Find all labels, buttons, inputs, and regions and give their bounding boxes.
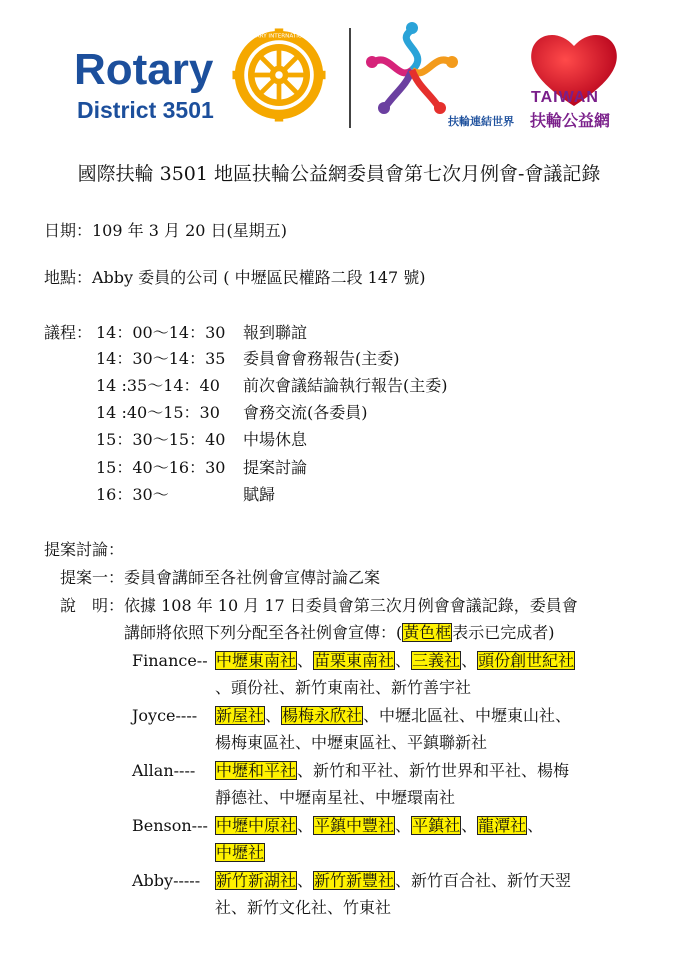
explain-line: 依據 108 年 10 月 17 日委員會第三次月例會會議記錄，委員會: [124, 596, 578, 615]
agenda-item: 會務交流(各委員): [243, 403, 368, 422]
club-completed: 中壢中原社: [216, 816, 297, 835]
club-list-finance: 中壢東南社、苗栗東南社、三義社、頭份創世紀社: [216, 651, 575, 670]
wheel-ring-text: ROTARY INTERNATIONAL: [244, 33, 314, 40]
proposal-text: 委員會講師至各社例會宣傳討論乙案: [124, 568, 381, 587]
agenda-item: 中場休息: [243, 430, 308, 449]
highlight-legend: 黃色框: [403, 623, 452, 642]
agenda-item: 提案討論: [243, 458, 308, 477]
taiwan-caption: TAIWAN: [531, 89, 599, 106]
document-title: 國際扶輪 3501 地區扶輪公益網委員會第七次月例會-會議記錄: [77, 163, 601, 185]
district-wordmark: District 3501: [77, 97, 214, 123]
agenda-item: 前次會議結論執行報告(主委): [243, 376, 448, 395]
club-completed: 中壢社: [216, 843, 265, 862]
explain-label: 說 明：: [60, 596, 125, 615]
club-completed: 平鎮中豐社: [314, 816, 395, 835]
club-completed: 苗栗東南社: [314, 651, 395, 670]
speaker-name-finance: Finance--: [132, 651, 208, 670]
agenda-time: 14：30～14：35: [96, 349, 226, 368]
agenda-time: 14：00～14：30: [96, 323, 226, 342]
speaker-name-abby: Abby-----: [132, 871, 201, 890]
club-completed: 龍潭社: [478, 816, 527, 835]
club-list-abby-cont: 社、新竹文化社、竹東社: [215, 898, 392, 917]
club-list-joyce-cont: 楊梅東區社、中壢東區社、平鎮聯新社: [215, 733, 488, 752]
net-caption: 扶輪公益網: [530, 111, 611, 130]
agenda-time: 15：30～15：40: [96, 430, 226, 449]
agenda-time: 15：40～16：30: [96, 458, 226, 477]
meeting-date: 日期：109 年 3 月 20 日(星期五): [44, 221, 287, 240]
logo-divider: [349, 28, 351, 128]
proposal-heading: 提案討論：: [44, 540, 125, 559]
club-completed: 新竹新湖社: [216, 871, 297, 890]
rotary-wordmark: Rotary: [74, 45, 214, 94]
club-completed: 中壢東南社: [216, 651, 297, 670]
agenda-time: 14 :35～14：40: [96, 376, 220, 395]
club-completed: 新竹新豐社: [314, 871, 395, 890]
agenda-item: 委員會會務報告(主委): [243, 349, 400, 368]
club-completed: 三義社: [412, 651, 461, 670]
club-list-allan-cont: 靜德社、中壢南星社、中壢環南社: [215, 788, 456, 807]
connect-caption: 扶輪連結世界: [448, 115, 514, 128]
club-list-finance-cont: 、頭份社、新竹東南社、新竹善宇社: [215, 678, 472, 697]
agenda-item: 報到聯誼: [243, 323, 308, 342]
speaker-name-allan: Allan----: [132, 761, 196, 780]
club-completed: 新屋社: [216, 706, 265, 725]
club-list-benson: 中壢中原社、平鎮中豐社、平鎮社、龍潭社、: [216, 816, 544, 835]
agenda-time: 14 :40～15：30: [96, 403, 220, 422]
rotary-wheel-logo: [232, 28, 326, 122]
agenda-label: 議程：: [44, 323, 93, 342]
speaker-name-benson: Benson---: [132, 816, 208, 835]
agenda-item: 賦歸: [243, 485, 276, 504]
rotary-connects-world-logo: [362, 22, 462, 118]
club-completed: 平鎮社: [412, 816, 461, 835]
club-completed: 中壢和平社: [216, 761, 297, 780]
club-list-allan: 中壢和平社、新竹和平社、新竹世界和平社、楊梅: [216, 761, 570, 780]
proposal-label: 提案一：: [60, 568, 125, 587]
club-list-joyce: 新屋社、楊梅永欣社、中壢北區社、中壢東山社、: [216, 706, 572, 725]
club-completed: 頭份創世紀社: [478, 651, 575, 670]
speaker-name-joyce: Joyce----: [132, 706, 198, 725]
club-list-benson-cont: [215, 843, 265, 863]
agenda-time: 16：30～: [96, 485, 169, 504]
club-list-abby: 新竹新湖社、新竹新豐社、新竹百合社、新竹天翌: [216, 871, 572, 890]
explain-line: 講師將依照下列分配至各社例會宣傳：(黃色框表示已完成者): [124, 623, 555, 642]
meeting-location: 地點：Abby 委員的公司 ( 中壢區民權路二段 147 號): [44, 268, 426, 287]
club-completed: 楊梅永欣社: [282, 706, 363, 725]
